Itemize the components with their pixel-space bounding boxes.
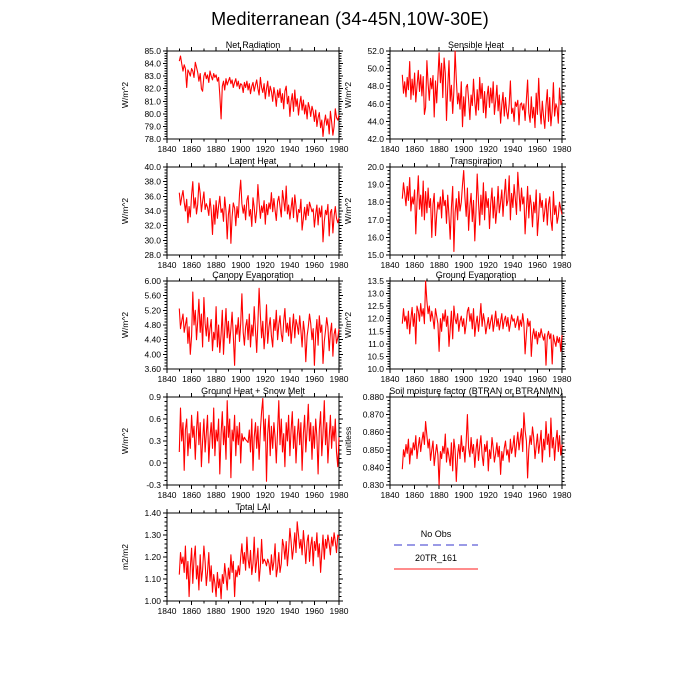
chart-svg [115,41,353,157]
x-tick-label: 1840 [380,374,400,384]
y-tick-label: 4.00 [144,349,161,360]
x-tick-label: 1900 [231,144,251,154]
x-tick-label: 1960 [527,374,547,384]
chart-latent-heat [115,157,353,273]
x-tick-label: 1940 [503,144,523,154]
legend-line-dashed [394,544,478,546]
y-tick-label: 0.6 [149,414,161,424]
x-tick-label: 1900 [454,144,474,154]
y-tick-label: 52.0 [367,46,384,56]
y-tick-label: 1.20 [144,552,161,562]
chart-svg [115,157,353,273]
y-tick-label: 16.0 [367,232,384,243]
x-tick-label: 1900 [231,606,251,616]
chart-svg [115,271,353,387]
x-tick-label: 1840 [157,260,177,270]
y-tick-label: 0.0 [149,458,161,468]
y-tick-label: 11.0 [368,338,384,349]
chart-ground-evaporation [338,271,576,387]
x-tick-label: 1980 [329,374,349,384]
y-tick-label: 44.0 [367,116,384,127]
y-tick-label: 1.10 [144,574,161,584]
x-tick-label: 1880 [429,144,449,154]
x-tick-label: 1980 [329,490,349,500]
x-tick-label: 1920 [255,144,275,154]
x-tick-label: 1940 [503,260,523,270]
series-line [179,399,339,482]
y-tick-label: 1.00 [144,596,161,606]
y-axis-label: W/m^2 [120,427,130,455]
y-tick-label: 20.0 [367,162,384,172]
x-tick-label: 1920 [478,260,498,270]
x-tick-label: 1900 [231,260,251,270]
y-tick-label: 81.0 [144,96,161,107]
y-tick-label: 6.00 [144,276,161,286]
x-tick-label: 1840 [380,490,400,500]
x-tick-label: 1860 [182,490,202,500]
x-tick-label: 1840 [380,144,400,154]
y-tick-label: 4.80 [144,320,161,330]
subplot-title: Ground Evaporation [435,271,517,280]
y-tick-label: 36.0 [144,191,161,202]
series-line [402,413,562,485]
x-tick-label: 1980 [552,490,572,500]
chart-svg [338,271,576,387]
x-tick-label: 1860 [182,606,202,616]
y-tick-label: 40.0 [144,162,161,172]
chart-svg [115,387,353,503]
y-tick-label: 1.30 [144,530,161,540]
x-tick-label: 1860 [405,144,425,154]
x-tick-label: 1860 [182,260,202,270]
x-tick-label: 1960 [304,260,324,270]
chart-svg [338,157,576,273]
series-line [179,288,339,365]
chart-soil-moisture-factor-btran-or-btranmn [338,387,576,503]
y-tick-label: 10.0 [367,364,384,374]
x-tick-label: 1960 [527,144,547,154]
chart-svg [338,387,576,503]
series-line [402,51,562,128]
subplot-title: Sensible Heat [447,41,505,50]
y-tick-label: 82.0 [144,83,161,94]
y-tick-label: 48.0 [367,81,384,92]
y-axis-label: m2/m2 [120,544,130,570]
y-tick-label: 50.0 [367,63,384,74]
y-tick-label: 13.5 [367,276,384,286]
subplot-title: Soil moisture factor (BTRAN or BTRANMN) [389,387,563,396]
x-tick-label: 1900 [454,374,474,384]
axis-ticks [163,47,343,143]
subplot-title: Transpiration [449,157,503,166]
x-tick-label: 1920 [255,374,275,384]
plot-frame [167,51,339,139]
x-tick-label: 1880 [429,260,449,270]
y-tick-label: 12.0 [367,313,384,324]
y-tick-label: 30.0 [144,235,161,246]
axis-ticks [386,393,566,489]
series-line [179,56,339,137]
series-line [179,180,339,243]
legend-entry-20tr-161 [394,553,478,570]
y-tick-label: 85.0 [144,46,161,56]
subplot-title: Total LAI [235,503,271,512]
x-tick-label: 1880 [206,144,226,154]
x-tick-label: 1880 [429,374,449,384]
y-tick-label: 38.0 [144,176,161,187]
chart-ground-heat-snow-melt [115,387,353,503]
x-tick-label: 1960 [304,144,324,154]
series-line [179,522,339,599]
x-tick-label: 1860 [405,260,425,270]
x-tick-label: 1860 [182,374,202,384]
y-tick-label: 15.0 [367,250,384,260]
y-tick-label: 79.0 [144,121,161,132]
subplot-title: Canopy Evaporation [212,271,294,280]
x-tick-label: 1980 [329,606,349,616]
x-tick-label: 1980 [552,374,572,384]
y-tick-label: 13.0 [367,288,384,299]
series-line [402,281,562,365]
x-tick-label: 1840 [157,144,177,154]
y-tick-label: 28.0 [144,250,161,260]
subplot-title: Net Radiation [225,41,281,50]
x-tick-label: 1980 [329,260,349,270]
legend-label-20tr-161: 20TR_161 [414,553,458,563]
x-tick-label: 1880 [206,260,226,270]
legend [394,529,478,577]
chart-total-lai [115,503,353,619]
x-tick-label: 1940 [280,260,300,270]
x-tick-label: 1940 [280,144,300,154]
y-axis-label: W/m^2 [343,197,353,225]
chart-transpiration [338,157,576,273]
y-tick-label: 19.0 [367,179,384,190]
x-tick-label: 1940 [280,374,300,384]
subplot-title: Latent Heat [229,157,277,166]
legend-entry-no-obs [394,529,478,546]
y-axis-label: unitless [343,426,353,456]
x-tick-label: 1840 [157,490,177,500]
y-tick-label: 0.870 [362,409,384,420]
y-tick-label: 12.5 [367,301,384,312]
x-tick-label: 1900 [231,490,251,500]
y-axis-label: W/m^2 [120,311,130,339]
legend-label-no-obs: No Obs [420,529,452,539]
x-tick-label: 1880 [206,490,226,500]
y-axis-label: W/m^2 [120,197,130,225]
y-tick-label: 17.0 [367,214,384,225]
y-tick-label: 4.40 [144,334,161,345]
y-tick-label: 3.60 [144,364,161,374]
x-tick-label: 1980 [552,260,572,270]
y-tick-label: 11.5 [368,326,384,337]
chart-canopy-evaporation [115,271,353,387]
chart-sensible-heat [338,41,576,157]
chart-svg [338,41,576,157]
x-tick-label: 1960 [304,606,324,616]
x-tick-label: 1980 [329,144,349,154]
y-axis-label: W/m^2 [343,81,353,109]
x-tick-label: 1900 [454,490,474,500]
chart-net-radiation [115,41,353,157]
x-tick-label: 1920 [478,490,498,500]
x-tick-label: 1960 [304,490,324,500]
x-tick-label: 1940 [503,490,523,500]
y-tick-label: 18.0 [367,197,384,208]
series-line [402,171,562,252]
y-tick-label: 0.850 [362,444,384,455]
y-tick-label: 80.0 [144,108,161,119]
y-tick-label: 0.860 [362,427,384,438]
x-tick-label: 1920 [478,374,498,384]
x-tick-label: 1980 [552,144,572,154]
y-tick-label: 10.5 [367,351,384,362]
subplot-title: Ground Heat + Snow Melt [201,387,305,396]
y-tick-label: 34.0 [144,206,161,216]
x-tick-label: 1900 [231,374,251,384]
y-tick-label: 0.880 [362,392,384,402]
y-tick-label: 1.40 [144,508,161,518]
x-tick-label: 1880 [206,606,226,616]
x-tick-label: 1920 [255,260,275,270]
y-tick-label: 78.0 [144,134,161,144]
x-tick-label: 1920 [478,144,498,154]
x-tick-label: 1960 [527,260,547,270]
x-tick-label: 1940 [503,374,523,384]
x-tick-label: 1880 [429,490,449,500]
y-tick-label: 83.0 [144,71,161,82]
y-tick-label: 84.0 [144,58,161,69]
figure-title: Mediterranean (34-45N,10W-30E) [211,9,489,29]
x-tick-label: 1960 [304,374,324,384]
x-tick-label: 1960 [527,490,547,500]
x-tick-label: 1860 [182,144,202,154]
y-tick-label: 46.0 [367,98,384,109]
y-tick-label: 5.20 [144,305,161,316]
y-axis-label: W/m^2 [120,81,130,109]
x-tick-label: 1840 [380,260,400,270]
chart-svg [115,503,353,619]
y-axis-label: W/m^2 [343,311,353,339]
x-tick-label: 1940 [280,606,300,616]
y-tick-label: 42.0 [367,134,384,144]
x-tick-label: 1940 [280,490,300,500]
x-tick-label: 1920 [255,606,275,616]
x-tick-label: 1880 [206,374,226,384]
x-tick-label: 1840 [157,606,177,616]
y-tick-label: 0.840 [362,462,384,473]
x-tick-label: 1840 [157,374,177,384]
y-tick-label: 0.3 [149,436,161,446]
legend-line-solid [394,568,478,570]
y-tick-label: 5.60 [144,290,161,301]
x-tick-label: 1900 [454,260,474,270]
y-tick-label: -0.3 [146,480,161,490]
x-tick-label: 1920 [255,490,275,500]
x-tick-label: 1860 [405,490,425,500]
y-tick-label: 32.0 [144,220,161,231]
y-tick-label: 0.9 [149,392,161,402]
y-tick-label: 0.830 [362,480,384,490]
x-tick-label: 1860 [405,374,425,384]
